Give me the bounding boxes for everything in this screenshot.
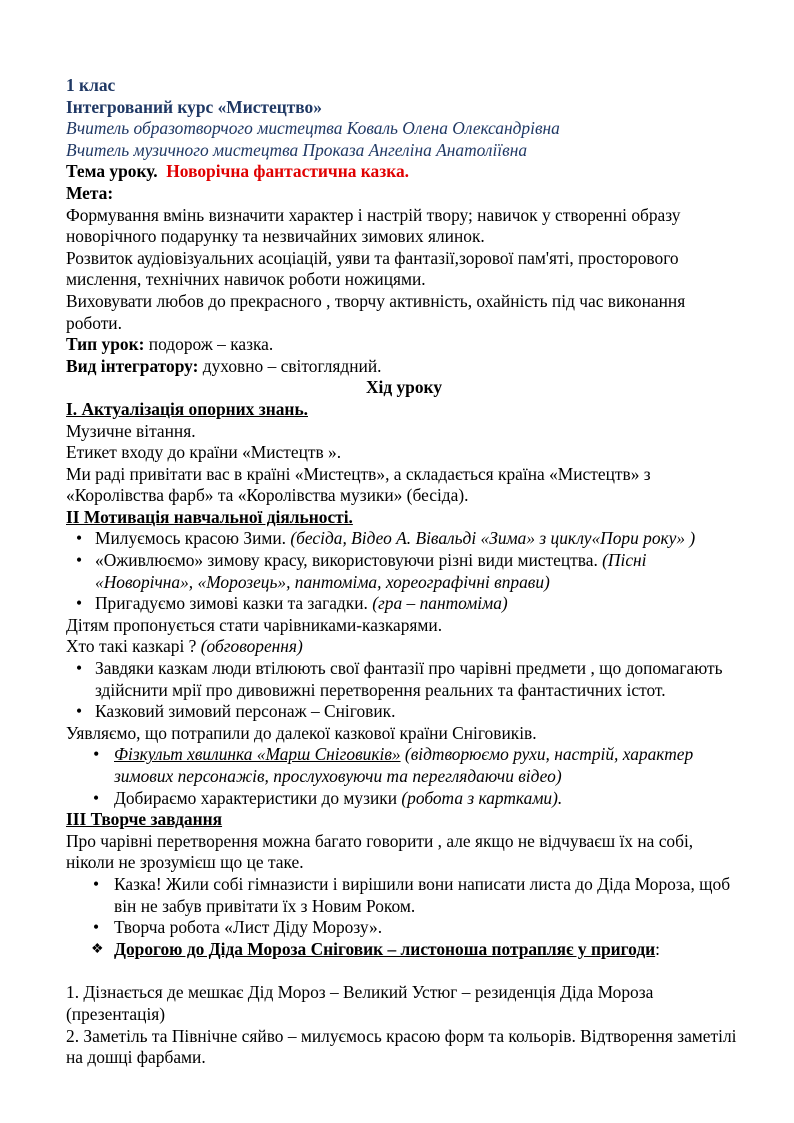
topic-value: Новорічна фантастична казка. [166,161,410,182]
section-2-bullet-list-3 [66,744,742,809]
diamond-item [66,939,742,961]
bullet-note: (робота з картками). [401,787,563,808]
bullet-note: (Пісні «Новорічна», «Морозець», пантоміма, хореографічні вправи) [95,550,647,592]
list-item: • Творча робота «Лист Діду Морозу». [66,917,742,939]
bullet-note: (гра – пантоміма) [372,593,508,614]
teacher-music-line: Вчитель музичного мистецтва Проказа Ангеліна Анатоліївна [66,139,528,160]
list-item: • Завдяки казкам люди втілюють свої фантазії про чарівні предмети , що допомагають здійснити мрії про дивовижні перетворення реальних та фантастичних істот. [66,658,742,701]
section-3-intro: Про чарівні перетворення можна багато говорити , але якщо не відчуваєш їх на собі, ніколи не зрозумієш що це таке. [66,830,694,873]
diamond-bullet-icon: ❖ [91,941,104,957]
lesson-type-line [66,334,742,356]
section-2-bullet-list [66,528,742,614]
goal-label: Мета: [66,182,114,203]
list-item [66,744,742,787]
list-item [66,788,742,810]
numbered-item: 1. Дізнається де мешкає Дід Мороз – Великий Устюг – резиденція Діда Мороза (презентація) [66,982,654,1024]
integrator-line [66,356,742,378]
bullet-note: (відтворюємо рухи, настрій, характер зимових персонажів, прослуховуючи та переглядаючи відео) [114,744,694,786]
section-3-title: ІІІ Творче завдання [66,809,223,830]
topic-label: Тема уроку. [66,161,158,182]
section-1-line: Музичне вітання. [66,420,196,441]
diamond-item-text: Дорогою до Діда Мороза Сніговик – листоноша потрапляє у пригоди [114,938,656,959]
question-note: (обговорення) [200,636,303,657]
section-2-title: ІІ Мотивація навчальної діяльності. [66,506,353,527]
list-item [66,593,742,615]
bullet-note: (бесіда, Відео А. Вівальді «Зима» з циклу«Пори року» ) [290,528,696,549]
topic-line [66,161,742,183]
course-of-lesson-title: Хід уроку [365,377,443,398]
document-page [66,75,742,1069]
lesson-type-value: подорож – казка. [144,334,274,355]
question-text: Хто такі казкарі ? [66,636,201,657]
list-item [66,550,742,593]
list-item: • Казка! Жили собі гімназисти і вирішили вони написати листа до Діда Мороза, щоб він не забув привітати їх з Новим Роком. [66,874,742,917]
blank-line [66,960,742,982]
section-1-line: Ми раді привітати вас в країні «Мистецтв», а складається країна «Мистецтв» з «Королівства фарб» та «Королівства музики» (бесіда). [66,463,651,506]
integrator-label: Вид інтегратору: [66,355,199,376]
video-link[interactable]: Фізкульт хвилинка «Марш Сніговиків» [114,744,401,765]
section-3-bullet-list [66,874,742,939]
section-2-line: Дітям пропонується стати чарівниками-казкарями. [66,614,443,635]
teacher-art-line: Вчитель образотворчого мистецтва Коваль Олена Олександрівна [66,118,560,139]
goal-paragraph: Розвиток аудіовізуальних асоціацій, уяви та фантазії,зорової пам'яті, просторового мислення, технічних навичок роботи ножицями. [66,247,679,290]
bullet-text: «Оживлюємо» зимову красу, використовуючи різні види мистецтва. [95,550,603,571]
question-line [66,636,742,658]
goal-paragraph: Виховувати любов до прекрасного , творчу активність, охайність під час виконання роботи. [66,290,686,333]
integrator-value: духовно – світоглядний. [198,355,382,376]
section-2-bullet-list-2 [66,658,742,723]
grade-heading: 1 клас [66,75,116,95]
course-heading: Інтегрований курс «Мистецтво» [66,96,322,117]
diamond-item-tail: : [655,938,660,959]
numbered-item: 2. Заметіль та Північне сяйво – милуємось красою форм та кольорів. Відтворення заметілі на дошці фарбами. [66,1025,737,1068]
section-2-line: Уявляємо, що потрапили до далекої казкової країни Сніговиків. [66,722,537,743]
section-1-title: І. Актуалізація опорних знань. [66,398,308,419]
bullet-text: Милуємось красою Зими. [95,528,291,549]
list-item: • Казковий зимовий персонаж – Сніговик. [66,701,742,723]
bullet-text: Добираємо характеристики до музики [114,787,402,808]
list-item [66,528,742,550]
bullet-text: Пригадуємо зимові казки та загадки. [95,593,373,614]
goal-paragraph: Формування вмінь визначити характер і настрій твору; навичок у створенні образу новорічного подарунку та незвичайних зимових ялинок. [66,204,681,247]
lesson-type-label: Тип урок: [66,334,145,355]
section-1-line: Етикет входу до країни «Мистецтв ». [66,442,342,463]
